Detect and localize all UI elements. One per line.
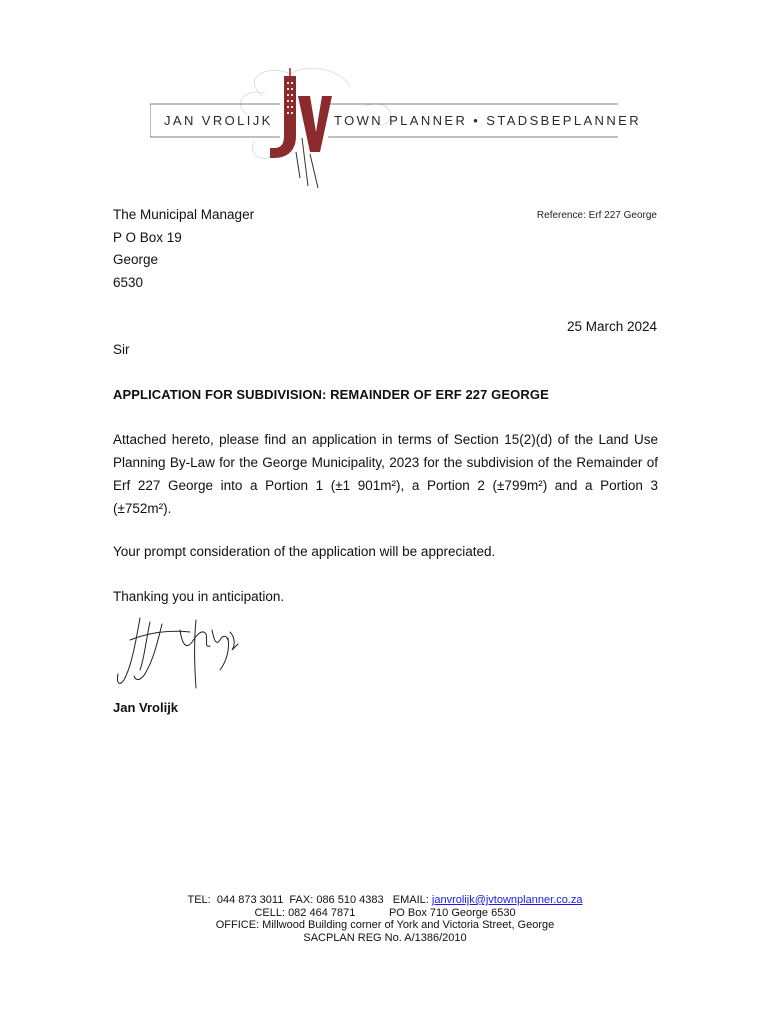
body-paragraph-2: Your prompt consideration of the application will be appreciated. [113, 544, 496, 559]
signer-name: Jan Vrolijk [113, 700, 179, 715]
subject-heading: APPLICATION FOR SUBDIVISION: REMAINDER OF ERF 227 GEORGE [113, 387, 549, 402]
letterhead [150, 66, 641, 190]
recipient-line-4: 6530 [113, 275, 144, 290]
jv-logo [150, 66, 620, 190]
footer-line-2: CELL: 082 464 7871 PO Box 710 George 6530 [254, 906, 516, 919]
recipient-line-3: George [113, 252, 159, 267]
body-paragraph-1: Attached hereto, please find an application in terms of Section 15(2)(d) of the Land Use Planning By-Law for the George Municipality, 2023 for the subdivision of the Remainder of Erf 227 George into a Portion 1 (±1 901m²), a Portion 2 (±799m²) and a Portion 3 (±752m²). [113, 432, 658, 516]
footer-line-3: OFFICE: Millwood Building corner of York and Victoria Street, George [215, 919, 555, 931]
footer [0, 894, 770, 944]
letterhead-tagline: TOWN PLANNER • STADSBEPLANNER [334, 113, 641, 128]
footer-contact: TEL: 044 873 3011 FAX: 086 510 4383 EMAIL: [187, 894, 432, 906]
footer-line-1 [0, 894, 770, 907]
reference: Reference: Erf 227 George [536, 210, 657, 221]
salutation: Sir [113, 342, 130, 357]
recipient-line-2: P O Box 19 [113, 230, 182, 245]
body-paragraph-3: Thanking you in anticipation. [113, 589, 285, 604]
letterhead-name: JAN VROLIJK [164, 113, 273, 128]
footer-line-4: SACPLAN REG No. A/1386/2010 [303, 931, 467, 944]
footer-email-link[interactable]: janvrolijk@jvtownplanner.co.za [431, 894, 583, 906]
letter-date: 25 March 2024 [566, 319, 657, 334]
recipient-line-1: The Municipal Manager [113, 207, 255, 222]
signature [110, 610, 250, 695]
